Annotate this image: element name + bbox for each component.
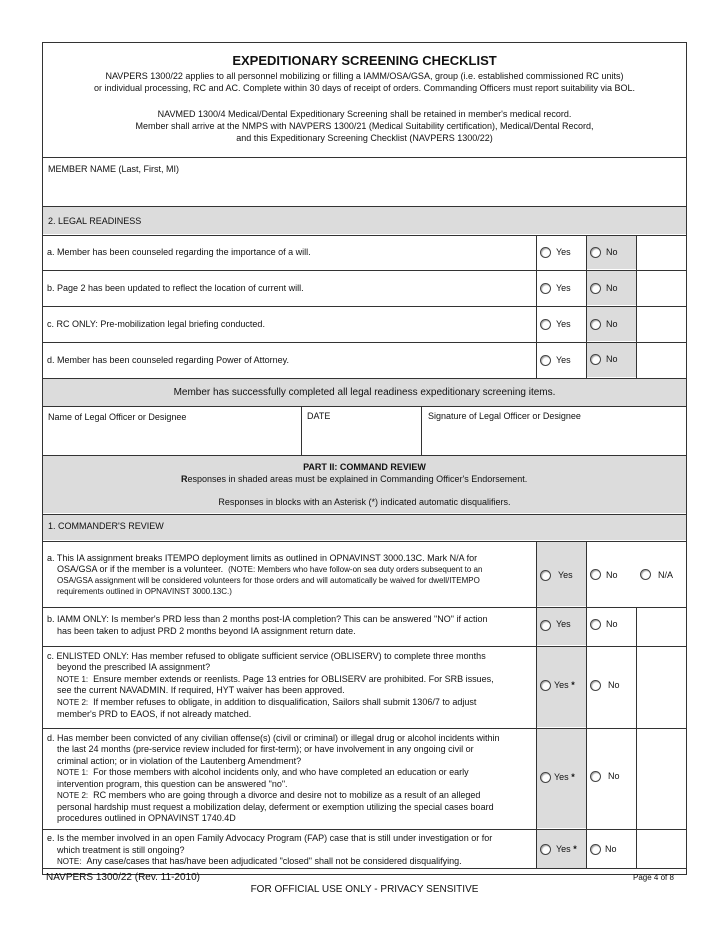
yes-text: Yes xyxy=(554,772,569,782)
cmd-item-d-line: personal hardship must request a mobilization delay, deferment or exemption utilizing the special cases board xyxy=(57,802,494,812)
note-text: RC members who are going through a divorce and desire not to mobilize as a result of an alleged xyxy=(93,790,481,800)
member-name-field[interactable] xyxy=(43,176,686,205)
legal-a-no-radio[interactable] xyxy=(590,247,601,258)
yes-label xyxy=(554,772,575,783)
note-label: NOTE: xyxy=(57,857,82,866)
no-label: No xyxy=(606,354,618,364)
legal-a-yes-radio[interactable] xyxy=(540,247,551,258)
yes-label: Yes xyxy=(556,319,571,329)
part2-instruction-2: Responses in blocks with an Asterisk (*) indicated automatic disqualifiers. xyxy=(218,497,511,507)
divider xyxy=(42,342,687,343)
cmd-d-yes-radio[interactable] xyxy=(540,772,551,783)
header-line: NAVPERS 1300/22 applies to all personnel mobilizing or filling a IAMM/OSA/GSA, group (i.e. established commissioned RC units) xyxy=(105,71,624,81)
cmd-item-d-line: procedures outlined in OPNAVINST 1740.4D xyxy=(57,813,236,823)
cmd-b-yes-radio[interactable] xyxy=(540,620,551,631)
no-label: No xyxy=(606,619,618,629)
yes-label: Yes xyxy=(556,247,571,257)
cmd-c-yes-radio[interactable] xyxy=(540,680,551,691)
form-title: EXPEDITIONARY SCREENING CHECKLIST xyxy=(232,53,497,68)
legal-d-no-radio[interactable] xyxy=(590,354,601,365)
col-divider xyxy=(586,235,587,378)
cmd-a-no-radio[interactable] xyxy=(590,569,601,580)
legal-d-yes-radio[interactable] xyxy=(540,355,551,366)
cmd-b-no-radio[interactable] xyxy=(590,619,601,630)
signature-field[interactable] xyxy=(422,424,686,454)
col-divider xyxy=(586,541,587,868)
legal-c-no-radio[interactable] xyxy=(590,319,601,330)
col-divider xyxy=(536,235,537,378)
commander-section-title: 1. COMMANDER'S REVIEW xyxy=(48,521,164,531)
na-label: N/A xyxy=(658,570,674,580)
cmd-item-d-line: criminal action; or in violation of the Lautenberg Amendment? xyxy=(57,756,302,766)
cmd-d-no-radio[interactable] xyxy=(590,771,601,782)
legal-item-a: a. Member has been counseled regarding the importance of a will. xyxy=(47,247,311,257)
cmd-item-b-line: b. IAMM ONLY: Is member's PRD less than 2 months post-IA completion? This can be answered "NO" if action xyxy=(47,614,488,624)
cmd-item-a-line: requirements outlined in OPNAVINST 3000.13C.) xyxy=(57,587,232,596)
note-label: NOTE 2: xyxy=(57,698,89,707)
cmd-item-d-line: d. Has member been convicted of any civilian offense(s) (civil or criminal) or illegal drug or alcohol incidents within xyxy=(47,733,500,743)
no-label: No xyxy=(606,283,618,293)
header-line: NAVMED 1300/4 Medical/Dental Expeditionary Screening shall be retained in member's medical record. xyxy=(157,109,572,119)
legal-officer-name-label: Name of Legal Officer or Designee xyxy=(48,412,187,422)
cmd-item-c-line xyxy=(57,697,476,708)
divider xyxy=(42,235,687,236)
divider xyxy=(42,455,687,456)
note-label: NOTE 1: xyxy=(57,675,89,684)
yes-label xyxy=(556,844,577,855)
cmd-item-e-line: which treatment is still ongoing? xyxy=(57,845,185,855)
cmd-item-a-line xyxy=(57,564,482,575)
legal-item-b: b. Page 2 has been updated to reflect the location of current will. xyxy=(47,283,304,293)
cmd-e-yes-radio[interactable] xyxy=(540,844,551,855)
no-label: No xyxy=(608,680,620,690)
disqualifier-asterisk: * xyxy=(571,772,575,782)
cmd-item-c-line: beyond the prescribed IA assignment? xyxy=(57,662,211,672)
divider xyxy=(42,406,687,407)
legal-item-c: c. RC ONLY: Pre-mobilization legal briefing conducted. xyxy=(47,319,265,329)
no-label: No xyxy=(606,570,618,580)
note-text: Any case/cases that has/have been adjudicated "closed" shall not be considered disqualifying. xyxy=(86,856,462,866)
part2-instruction-1 xyxy=(181,474,527,485)
header-line: or individual processing, RC and AC. Complete within 30 days of receipt of orders. Commanding Officers must report suitability via BOL. xyxy=(93,83,636,93)
cmd-a-yes-radio[interactable] xyxy=(540,570,551,581)
cmd-item-d-line xyxy=(57,767,469,778)
legal-b-yes-radio[interactable] xyxy=(540,283,551,294)
col-divider xyxy=(536,541,537,868)
cmd-c-no-radio[interactable] xyxy=(590,680,601,691)
cmd-item-a-line: a. This IA assignment breaks ITEMPO deployment limits as outlined in OPNAVINST 3000.13C. Mark N/A for xyxy=(47,553,478,563)
divider xyxy=(42,206,687,207)
header-line: Member shall arrive at the NMPS with NAVPERS 1300/21 (Medical Suitability certification), Medical/Dental Record, xyxy=(135,121,594,131)
cmd-item-e-line xyxy=(57,856,462,867)
divider xyxy=(42,514,687,515)
divider xyxy=(42,157,687,158)
note-label: NOTE 2: xyxy=(57,791,89,800)
note-label: NOTE 1: xyxy=(57,768,89,777)
legal-officer-name-field[interactable] xyxy=(43,424,300,454)
no-label: No xyxy=(606,319,618,329)
signature-label: Signature of Legal Officer or Designee xyxy=(428,411,581,421)
note-text: If member refuses to obligate, in addition to disqualification, Sailors shall submit 1306/7 to adjust xyxy=(93,697,477,707)
divider xyxy=(42,646,687,647)
divider xyxy=(42,829,687,830)
cmd-item-a-note: (NOTE: Members who have follow-on sea duty orders subsequent to an xyxy=(228,565,483,574)
yes-label: Yes xyxy=(558,570,573,580)
part2-instruction-initial: R xyxy=(181,474,188,484)
yes-text: Yes xyxy=(554,680,569,690)
legal-c-yes-radio[interactable] xyxy=(540,319,551,330)
privacy-notice: FOR OFFICIAL USE ONLY - PRIVACY SENSITIVE xyxy=(250,884,479,895)
divider xyxy=(42,306,687,307)
cmd-item-a-text: OSA/GSA or if the member is a volunteer. xyxy=(57,564,224,574)
cmd-item-c-line: see the current NAVADMIN. If required, HYT waiver has been approved. xyxy=(57,685,345,695)
header-line: and this Expeditionary Screening Checklist (NAVPERS 1300/22) xyxy=(236,133,493,143)
cmd-item-c-line: c. ENLISTED ONLY: Has member refused to obligate sufficient service (OBLISERV) to complete three months xyxy=(47,651,486,661)
cmd-item-d-line: the last 24 months (pre-service review included for first-term); or have involvement in any ongoing civil or xyxy=(57,744,474,754)
cmd-item-b-line: has been taken to adjust PRD 2 months beyond IA assignment return date. xyxy=(57,626,356,636)
date-field[interactable] xyxy=(302,424,420,454)
yes-label: Yes xyxy=(556,283,571,293)
disqualifier-asterisk: * xyxy=(573,844,577,854)
date-label: DATE xyxy=(307,411,331,421)
divider xyxy=(42,728,687,729)
cmd-e-no-radio[interactable] xyxy=(590,844,601,855)
cmd-item-d-line xyxy=(57,790,480,801)
cmd-item-a-line: OSA/GSA assignment will be considered volunteers for those orders and will automatically be waived for dwell/ITEMPO xyxy=(57,576,480,585)
disqualifier-asterisk: * xyxy=(571,680,575,690)
part2-instruction-1-text: esponses in shaded areas must be explained in Commanding Officer's Endorsement. xyxy=(187,474,528,484)
legal-section-title: 2. LEGAL READINESS xyxy=(48,216,142,226)
yes-label: Yes xyxy=(556,619,571,629)
yes-label: Yes xyxy=(556,355,571,365)
legal-completed-statement: Member has successfully completed all legal readiness expeditionary screening items. xyxy=(173,387,556,398)
divider xyxy=(42,541,687,542)
part2-title: PART II: COMMAND REVIEW xyxy=(303,462,426,472)
no-label: No xyxy=(605,844,617,854)
no-label: No xyxy=(608,771,620,781)
cmd-a-na-radio[interactable] xyxy=(640,569,651,580)
note-text: Ensure member extends or reenlists. Page 13 entries for OBLISERV are prohibited. For SRB issues, xyxy=(93,674,494,684)
divider xyxy=(42,270,687,271)
note-text: For those members with alcohol incidents only, and who have completed an education or early xyxy=(93,767,469,777)
col-divider xyxy=(636,607,637,868)
page-number: Page 4 of 8 xyxy=(633,873,674,882)
cmd-item-c-line xyxy=(57,674,494,685)
yes-text: Yes xyxy=(556,844,571,854)
divider xyxy=(42,607,687,608)
yes-label xyxy=(554,680,575,691)
cmd-item-c-line: member's PRD to EAOS, if not already matched. xyxy=(57,709,252,719)
member-name-label: MEMBER NAME (Last, First, MI) xyxy=(48,164,180,174)
divider xyxy=(42,868,687,869)
col-divider xyxy=(636,235,637,378)
no-label: No xyxy=(606,247,618,257)
legal-item-d: d. Member has been counseled regarding Power of Attorney. xyxy=(47,355,289,365)
divider xyxy=(42,378,687,379)
cmd-item-d-line: intervention program, this question can be answered "no". xyxy=(57,779,288,789)
legal-b-no-radio[interactable] xyxy=(590,283,601,294)
cmd-item-e-line: e. Is the member involved in an open Family Advocacy Program (FAP) case that is still under investigation or for xyxy=(47,833,493,843)
form-number: NAVPERS 1300/22 (Rev. 11-2010) xyxy=(46,872,200,883)
